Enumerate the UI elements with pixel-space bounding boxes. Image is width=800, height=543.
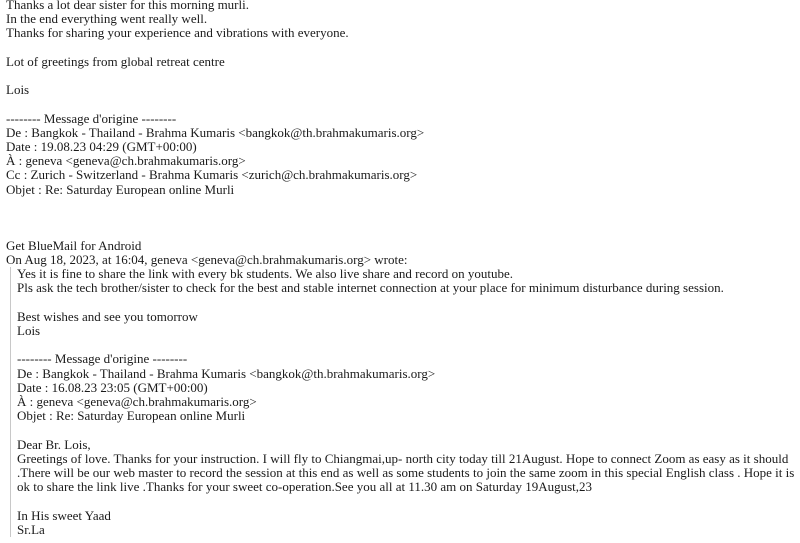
- quoted-body: Greetings of love. Thanks for your instruction. I will fly to Chiangmai,up- north city today till 21August. Hope to connect Zoom as easy as it should .There will be our web master to record the session at this end as well as some students to join the same zoom in this special English class . Hope it is ok to share the link live .Thanks for your sweet co-operation.See you all at 11.30 am on Saturday 19August,23: [17, 450, 795, 495]
- forwarded-header: [6, 112, 800, 197]
- quoted-forwarded-subject: Objet : Re: Saturday European online Murli: [17, 408, 246, 424]
- reply-message: [6, 0, 800, 112]
- quoted-salutation: Dear Br. Lois,: [17, 436, 91, 452]
- quoted-line: Pls ask the tech brother/sister to check for the best and stable internet connection at your place for minimum disturbance during session.: [17, 280, 724, 296]
- quoted-signature: Lois: [17, 323, 41, 338]
- quoted-closing: In His sweet Yaad: [17, 507, 111, 523]
- reply-line: Thanks for sharing your experience and vibrations with everyone.: [6, 25, 349, 41]
- forwarded-subject: Objet : Re: Saturday European online Murli: [6, 181, 235, 197]
- quoted-wishes: Best wishes and see you tomorrow: [17, 308, 198, 324]
- quoted-forwarded-to: À : geneva <geneva@ch.brahmakumaris.org>: [17, 394, 257, 409]
- quoted-forwarded-from: De : Bangkok - Thailand - Brahma Kumaris <bangkok@th.brahmakumaris.org>: [17, 365, 436, 381]
- forwarded-separator: -------- Message d'origine --------: [6, 110, 177, 126]
- forwarded-to: À : geneva <geneva@ch.brahmakumaris.org>: [6, 153, 246, 169]
- quoted-forwarded-date: Date : 16.08.23 23:05 (GMT+00:00): [17, 379, 208, 395]
- reply-line: Thanks a lot dear sister for this morning murli.: [6, 0, 249, 12]
- bluemail-footer: Get BlueMail for Android: [6, 237, 142, 253]
- reply-line: In the end everything went really well.: [6, 11, 208, 27]
- forwarded-from: De : Bangkok - Thailand - Brahma Kumaris <bangkok@th.brahmakumaris.org>: [6, 124, 425, 140]
- quote-attribution: On Aug 18, 2023, at 16:04, geneva <geneva@ch.brahmakumaris.org> wrote:: [6, 252, 408, 267]
- forwarded-date: Date : 19.08.23 04:29 (GMT+00:00): [6, 138, 197, 154]
- quoted-message: [10, 267, 800, 537]
- quoted-closing-signature: Sr.La: [17, 521, 45, 537]
- quoted-line: Yes it is fine to share the link with every bk students. We also live share and record on youtube.: [17, 266, 513, 282]
- forwarded-cc: Cc : Zurich - Switzerland - Brahma Kumaris <zurich@ch.brahmakumaris.org>: [6, 167, 418, 183]
- reply-greeting: Lot of greetings from global retreat centre: [6, 53, 225, 69]
- quoted-forwarded-header: [17, 352, 800, 423]
- quoted-forwarded-separator: -------- Message d'origine --------: [17, 351, 188, 367]
- reply-signature: Lois: [6, 82, 30, 98]
